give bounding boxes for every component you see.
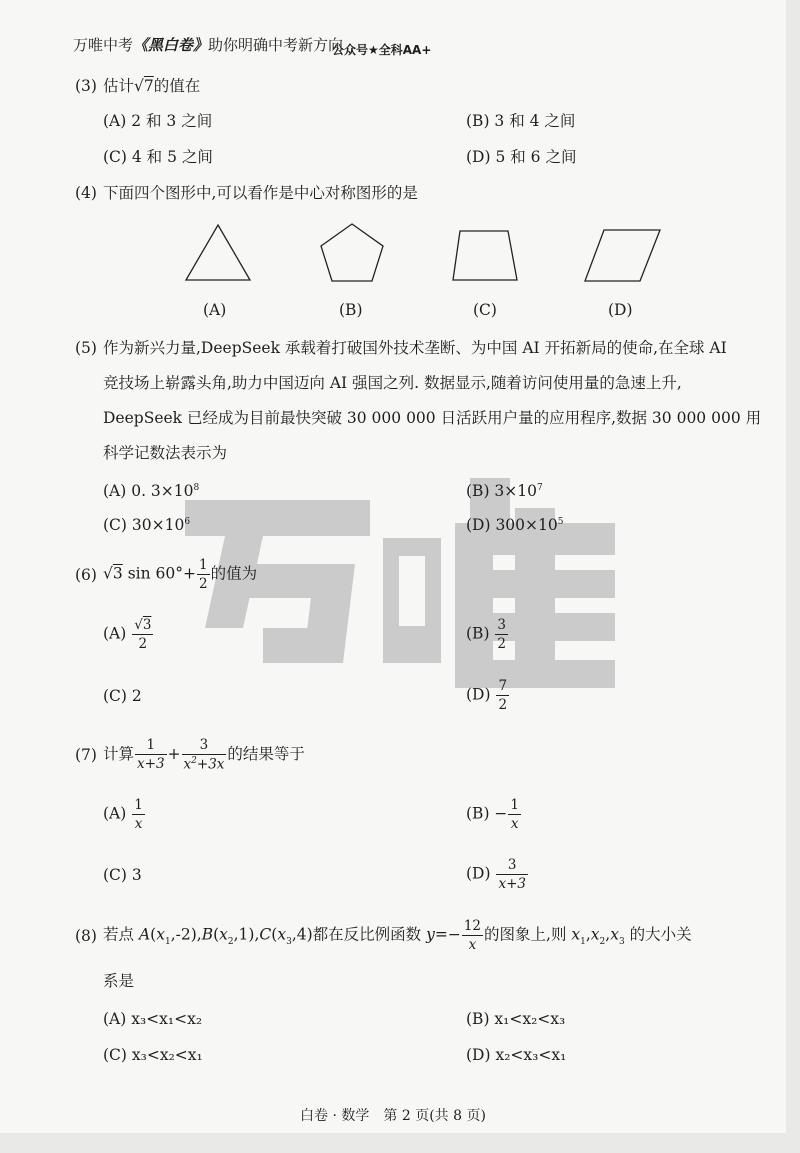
q6-option-a[interactable]: (A) $\frac{√3}{2}$ [103, 617, 152, 653]
parallelogram-icon [582, 227, 664, 285]
q8-option-a[interactable]: (A) x₃<x₁<x₂ [103, 1010, 203, 1028]
q4-option-b[interactable]: (B) [339, 301, 363, 319]
q5-option-b[interactable]: (B) $3\times 10^7$ [466, 482, 543, 501]
q8-number: (8) [75, 927, 97, 945]
header-wechat: 公众号★全科AA+ [332, 43, 432, 57]
q5-option-a[interactable]: (A) 0. $3\times 10^8$ [103, 482, 200, 501]
q3-option-d[interactable]: (D) 5 和 6 之间 [466, 148, 577, 166]
q3-option-c[interactable]: (C) 4 和 5 之间 [103, 148, 213, 166]
q7-option-b[interactable]: (B) − $\frac{1}{x}$ [466, 797, 519, 833]
q8-stem-cont: 系是 [103, 972, 135, 990]
header-title: 万唯中考《黑白卷》助你明确中考新方向 [73, 36, 344, 54]
watermark-text: 万唯 [185, 478, 187, 479]
q8-option-d[interactable]: (D) x₂<x₃<x₁ [466, 1046, 567, 1064]
q5-line-1: 作为新兴力量,DeepSeek 承载着打破国外技术垄断、为中国 AI 开拓新局的使命,在全球 AI [103, 339, 727, 357]
q5-option-c[interactable]: (C) $30\times 10^6$ [103, 516, 191, 535]
q6-stem: √3 sin 60°+ $\frac{1}{2}$ 的值为 [103, 557, 258, 593]
q4-option-c[interactable]: (C) [473, 301, 497, 319]
q6-number: (6) [75, 566, 97, 584]
q4-option-a[interactable]: (A) [203, 301, 227, 319]
q8-option-b[interactable]: (B) x₁<x₂<x₃ [466, 1010, 566, 1028]
q4-number: (4) [75, 184, 97, 202]
q5-line-2: 竞技场上崭露头角,助力中国迈向 AI 强国之列. 数据显示,随着访问使用量的急速上升, [103, 374, 682, 392]
q8-option-c[interactable]: (C) x₃<x₂<x₁ [103, 1046, 203, 1064]
q4-option-d[interactable]: (D) [608, 301, 633, 319]
q3-option-a[interactable]: (A) 2 和 3 之间 [103, 112, 213, 130]
q7-stem: 计算 $\frac{1}{x+3}$ + $\frac{3}{x^2+3x}$ 的结果等于 [103, 737, 305, 773]
page-footer: 白卷 · 数学 第 2 页(共 8 页) [300, 1108, 486, 1124]
q3-number: (3) [75, 77, 97, 95]
q6-option-d[interactable]: (D) $\frac{7}{2}$ [466, 678, 508, 714]
q7-option-d[interactable]: (D) $\frac{3}{x+3}$ [466, 857, 526, 893]
q7-option-c[interactable]: (C) 3 [103, 866, 142, 884]
q4-stem: 下面四个图形中,可以看作是中心对称图形的是 [103, 184, 418, 202]
q7-number: (7) [75, 746, 97, 764]
q7-option-a[interactable]: (A) $\frac{1}{x}$ [103, 797, 143, 833]
q6-option-b[interactable]: (B) $\frac{3}{2}$ [466, 617, 507, 653]
q5-number: (5) [75, 339, 97, 357]
q3-stem: 估计√7的值在 [103, 77, 201, 95]
q5-line-3: DeepSeek 已经成为目前最快突破 30 000 000 日活跃用户量的应用程序,数据 30 000 000 用 [103, 409, 762, 427]
q6-option-c[interactable]: (C) 2 [103, 687, 142, 705]
q3-option-b[interactable]: (B) 3 和 4 之间 [466, 112, 576, 130]
triangle-icon [183, 222, 253, 284]
pentagon-icon [317, 221, 387, 285]
q8-stem: 若点 $A(x_1,-2),B(x_2,1),C(x_3,4)$都在反比例函数 y=− $\frac{12}{x}$ 的图象上,则 $x_1,x_2,x_3$ 的大小关 [103, 918, 692, 954]
q5-line-4: 科学记数法表示为 [103, 444, 228, 462]
trapezoid-icon [450, 228, 520, 284]
q5-option-d[interactable]: (D) $300\times 10^5$ [466, 516, 564, 535]
